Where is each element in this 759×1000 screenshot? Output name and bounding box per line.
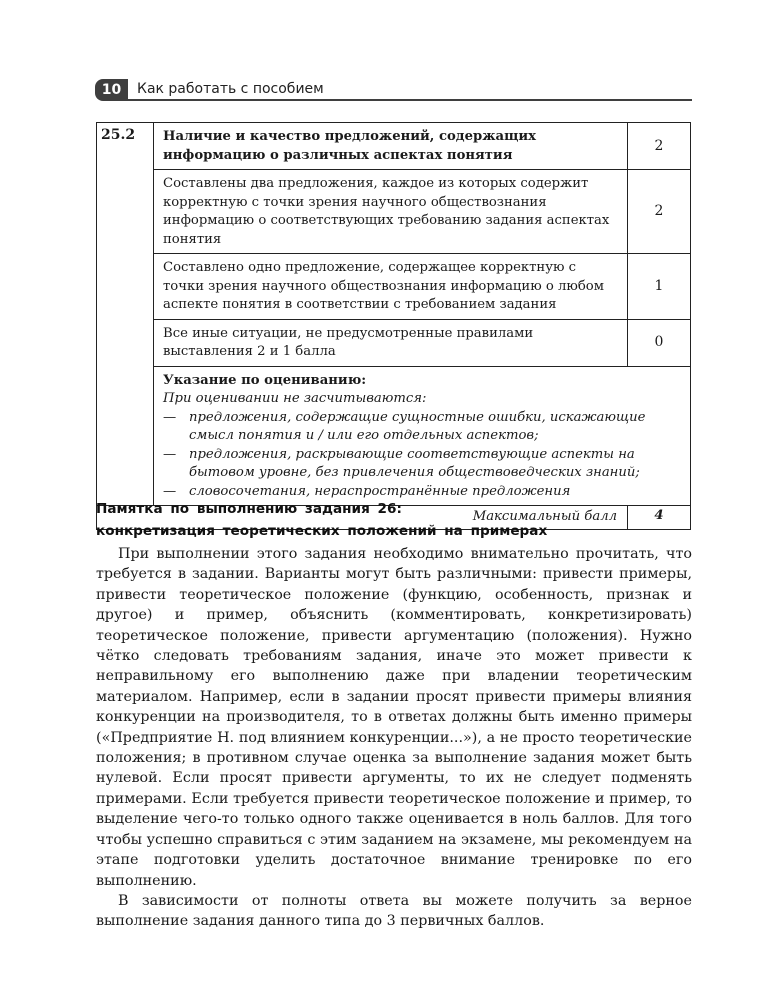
- section-title-line: Памятка по выполнению задания 26:: [96, 501, 402, 517]
- section-title-line: конкретизация теоретических положений на примерах: [96, 523, 548, 539]
- running-title: Как работать с пособием: [137, 81, 324, 97]
- criterion-text: Составлено одно предложение, содержащее корректную с точки зрения научного обществознания информацию о любом аспекте понятия в соответствии с требованием задания: [154, 254, 628, 320]
- section-title: [96, 498, 696, 542]
- max-score-label: Максимальный балл: [97, 506, 628, 530]
- score-value: 0: [628, 319, 691, 366]
- note-item: — предложения, раскрывающие соответствующие аспекты на бытовом уровне, без привлечения обществоведческих знаний;: [163, 446, 640, 480]
- note-intro: При оценивании не засчитываются:: [163, 391, 427, 406]
- note-item: — словосочетания, нераспространённые предложения: [163, 483, 571, 499]
- max-score-value: 4: [628, 506, 691, 530]
- table-row: [97, 366, 691, 506]
- score-value: 2: [628, 170, 691, 254]
- page-number: 10: [95, 79, 128, 101]
- criterion-text: Все иные ситуации, не предусмотренные правилами выставления 2 и 1 балла: [154, 319, 628, 366]
- criterion-text: Наличие и качество предложений, содержащих информацию о различных аспектах понятия: [154, 123, 628, 170]
- body-text: [96, 544, 692, 932]
- paragraph: В зависимости от полноты ответа вы можете получить за верное выполнение задания данного типа до 3 первичных баллов.: [96, 892, 692, 930]
- header-rule: [128, 99, 692, 101]
- paragraph: При выполнении этого задания необходимо внимательно прочитать, что требуется в задании. Варианты могут быть различными: привести примеры, привести теоретическое положение (функцию, особенность, признак и другое) и пример, объяснить (комментировать, конкретизировать) теоретическое положение, привести аргументацию (положения). Нужно чётко следовать требованиям задания, иначе это может привести к неправильному его выполнению даже при владении теоретическим материалом. Например, если в задании просят привести примеры влияния конкуренции на производителя, то в ответах должны быть именно примеры («Предприятие Н. под влиянием конкуренции...»), а не просто теоретические положения; в противном случае оценка за выполнение задания может быть нулевой. Если просят привести аргументы, то их не следует подменять примерами. Если требуется привести теоретическое положение и пример, то выделение чего-то только одного также оценивается в ноль баллов. Для того чтобы успешно справиться с этим заданием на экзамене, мы рекомендуем на этапе подготовки уделить достаточное внимание тренировке по его выполнению.: [96, 546, 692, 889]
- note-heading: Указание по оцениванию:: [163, 372, 367, 388]
- table-row: [97, 254, 691, 320]
- page-header: [95, 79, 692, 101]
- grading-note: [154, 366, 691, 506]
- note-item: — предложения, содержащие сущностные ошибки, искажающие смысл понятия и / или его отдельных аспектов;: [163, 409, 646, 443]
- table-row: [97, 123, 691, 170]
- item-number: 25.2: [97, 123, 154, 506]
- criteria-table: [96, 122, 691, 530]
- score-value: 1: [628, 254, 691, 320]
- table-row: [97, 319, 691, 366]
- score-value: 2: [628, 123, 691, 170]
- criterion-text: Составлены два предложения, каждое из которых содержит корректную с точки зрения научного обществознания информацию о соответствующих требованию задания аспектах понятия: [154, 170, 628, 254]
- table-row: [97, 170, 691, 254]
